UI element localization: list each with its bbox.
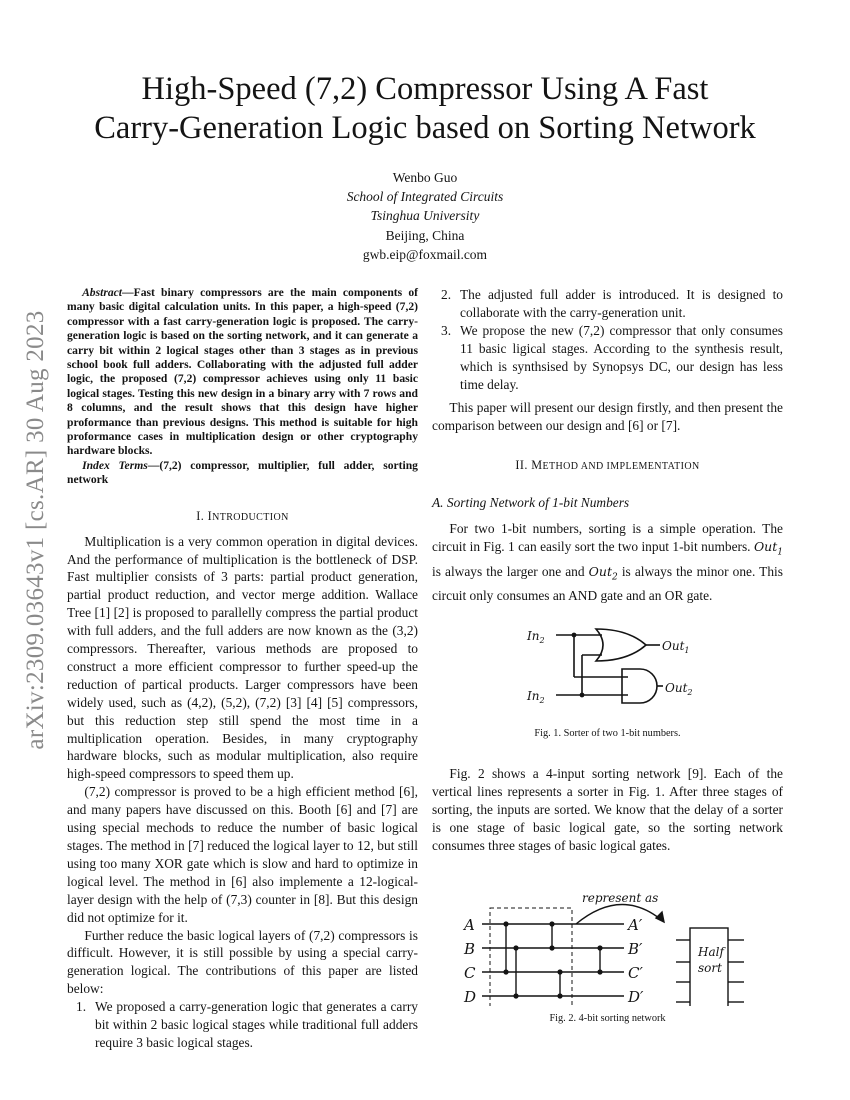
section-rest: ETHOD AND IMPLEMENTATION (542, 461, 700, 473)
fig1-in-top-label: $In_2$ (527, 629, 545, 646)
author-location: Beijing, China (385, 227, 465, 243)
fig2-output-b: B′ (628, 940, 643, 959)
fig2-input-a: A (464, 916, 475, 935)
list-number: 3. (441, 322, 452, 338)
arxiv-sidebar (6, 260, 66, 800)
affiliation-university: Tsinghua University (370, 208, 480, 224)
left-column (67, 286, 418, 1052)
fig2-box-line1: Half (698, 945, 724, 960)
subsection-heading: A. Sorting Network of 1-bit Numbers (432, 495, 630, 511)
section-heading-introduction (67, 508, 418, 527)
math-sub: 2 (612, 572, 618, 583)
list-item (432, 322, 783, 394)
sorting-network-figure (432, 866, 783, 1006)
author-name: Wenbo Guo (392, 170, 458, 185)
method-paragraph-1 (432, 520, 783, 605)
intro-paragraph-1: Multiplication is a very common operation in digital devices. And the performance of multiplication is the bottleneck of DSP. Fast multiplier consists of 3 parts: partial product generation, partial product reduction, and vector merge addition. Wallace Tree [1] [2] is proposed to parallelly compress the partial product with full adders, and the full adders are now known as the (3,2) compressors. Thereafter, various methods are proposed to construct a more efficient compressor to further speed-up the reduction of partical products. Larger compressors have been widely used, such as (4,2), (5,2), (7,2) [3] [4] [5] compressors, but this reduction step still spend the most time in a multiplication operation. Besides, in many cryptography hardware blocks, such as modular multiplication, also require high-speed compressors to speed them up. (67, 533, 418, 782)
section-initial: M (531, 458, 543, 473)
list-text: The adjusted full adder is introduced. It is designed to collaborate with the carry-generation unit. (460, 287, 783, 320)
affiliation-school: School of Integrated Circuits (346, 189, 504, 205)
index-terms-text: —(7,2) compressor, multiplier, full adder, sorting network (67, 458, 418, 487)
and-gate (622, 669, 657, 703)
index-terms-label: Index Terms (82, 458, 148, 472)
fig1-out-bottom-label: Out$_2$ (665, 681, 693, 698)
fig1-caption: Fig. 1. Sorter of two 1-bit numbers. (534, 728, 681, 740)
fig2-input-c: C (464, 964, 476, 983)
method-paragraph-2: Fig. 2 shows a 4-input sorting network [9]. Each of the vertical lines represents a sorter in Fig. 1. After three stages of sorting, the inputs are sorted. We know that the delay of a sorter is one stage of basic logical gate, so the sorting network consumes three stages of basic logical gates. (432, 765, 783, 853)
section-heading-method (432, 457, 783, 476)
section-rest: NTRODUCTION (212, 511, 289, 523)
title-line-2: Carry-Generation Logic based on Sorting Network (94, 110, 756, 146)
contribution-list (67, 998, 418, 1052)
list-item (67, 998, 418, 1052)
text-run: is always the larger one and (432, 563, 589, 579)
fig2-output-c: C′ (628, 964, 643, 983)
fig1-out-top-label: Out$_1$ (662, 639, 690, 656)
intro-paragraph-3: Further reduce the basic logical layers of (7,2) compressors is difficult. However, it is still possible by using a special carry-generation logical. The contributions of this paper are listed below: (67, 927, 418, 997)
arxiv-id: arXiv:2309.03643v1 [cs.AR] 30 Aug 2023 (22, 310, 49, 750)
or-gate (596, 629, 646, 661)
section-numeral: I. (196, 508, 208, 523)
fig2-input-b: B (464, 940, 476, 959)
author-block (60, 168, 790, 264)
paper-title (60, 70, 790, 148)
list-item (432, 286, 783, 322)
text-run: is always the minor one. This circuit only consumes an AND gate and an OR gate. (432, 563, 783, 604)
contribution-list-continued (432, 286, 783, 393)
abstract-text: —Fast binary compressors are the main components of many basic digital calculation units. In this paper, a high-speed (7,2) compressor with a fast carry-generation logic is proposed. The carry-generation logic is based on the sorting network, and it can generate a carry bit within 2 logical stages other than 3 stages as in previous school book full adders. Collaborating with the adjusted full adder logic, the proposed (7,2) compressor achieves using only 11 basic logical stages. Testing this new design in a binary arry with 7 rows and 8 columns, and the result shows that this design have higher proformance than previous designs. This method is suitable for high proformance cases in multiplication design or other cryptography hardware blocks. (67, 286, 418, 458)
math-sub: 1 (777, 547, 783, 558)
author-email[interactable]: gwb.eip@foxmail.com (362, 246, 488, 262)
math-out: Out (588, 563, 612, 579)
fig2-output-a: A′ (628, 916, 643, 935)
intro-paragraph-2: (7,2) compressor is proved to be a high efficient method [6], and many papers have discussed on this. Booth [6] and [7] are using special mechods to reduce the number of basic logical stages. The method in [7] reduced the logical layer to 12, but still using too many XOR gate which is slow and hard to optimize in logical level. The method in [6] also implemente a 12-logical-layer design with the help of (7,3) counter in [8]. But this design did not optimize for it. (67, 784, 418, 925)
sorter-circuit-figure (432, 619, 783, 719)
title-line-1: High-Speed (7,2) Compressor Using A Fast (141, 71, 709, 107)
fig2-output-d: D′ (628, 988, 644, 1007)
section-initial: I (207, 508, 213, 523)
right-column (432, 286, 783, 1028)
fig2-caption: Fig. 2. 4-bit sorting network (549, 1013, 666, 1025)
abstract (67, 286, 418, 459)
text-run: For two 1-bit numbers, sorting is a simple operation. The circuit in Fig. 1 can easily sort the two input 1-bit numbers. (432, 521, 783, 554)
fig1-in-bottom-label: $In_2$ (527, 689, 545, 706)
math-out: Out (753, 538, 778, 554)
list-number: 2. (441, 287, 452, 302)
intro-paragraph-4: This paper will present our design firstly, and then present the comparison between our design and [6] or [7]. (432, 400, 783, 434)
section-numeral: II. (515, 458, 532, 473)
abstract-label: Abstract (82, 286, 123, 299)
list-number: 1. (76, 999, 87, 1015)
index-terms (67, 459, 418, 488)
fig2-represent-label: represent as (582, 891, 659, 906)
list-text: We proposed a carry-generation logic that generates a carry bit within 2 basic logical stages while traditional full adders require 3 basic logical stages. (95, 999, 418, 1050)
fig2-input-d: D (464, 988, 477, 1007)
list-text: We propose the new (7,2) compressor that only consumes 11 basic ligical stages. According to the synthesis result, which is synthsised by Synopsys DC, our design has less time delay. (460, 322, 783, 392)
fig2-box-line2: sort (698, 961, 722, 976)
